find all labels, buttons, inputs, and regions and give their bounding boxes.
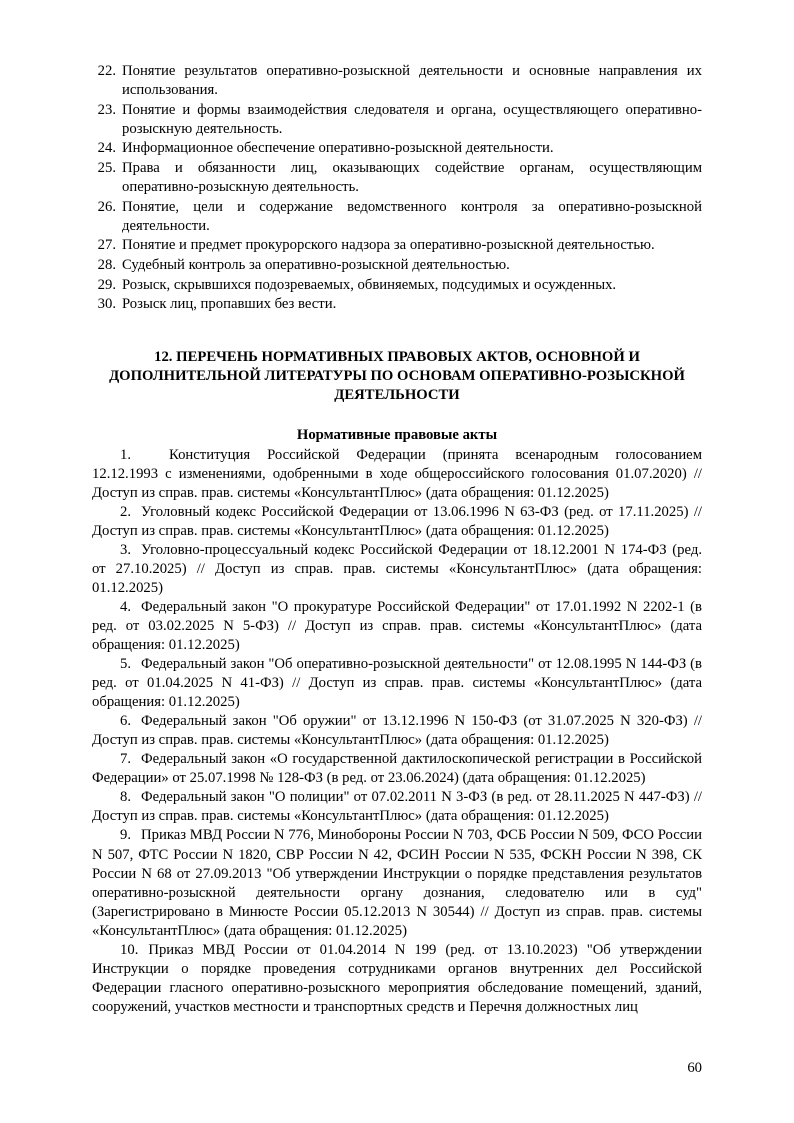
list-item — [92, 712, 702, 750]
list-item-text: Розыск, скрывшихся подозреваемых, обвиняемых, подсудимых и осужденных. — [122, 276, 617, 293]
reference-text: Федеральный закон "О прокуратуре Российской Федерации" от 17.01.1992 N 2202-1 (в ред. от 03.02.2025 N 5-ФЗ) // Доступ из справ. прав. системы «КонсультантПлюс» (дата обращения: 01.12.2025) — [92, 599, 702, 654]
reference-index: 2. — [120, 503, 132, 520]
list-item — [92, 101, 702, 139]
list-item — [92, 159, 702, 197]
list-item-text: Понятие и формы взаимодействия следователя и органа, осуществляющего оперативно-розыскную деятельность. — [122, 101, 702, 137]
list-item-text: Информационное обеспечение оперативно-розыскной деятельности. — [122, 140, 554, 157]
list-item — [92, 503, 702, 541]
reference-index: 7. — [120, 751, 132, 768]
reference-text: Приказ МВД России N 776, Минобороны России N 703, ФСБ России N 509, ФСО России N 507, ФТС России N 1820, СВР России N 42, ФСИН России N 535, ФСКН России N 398, СК России N 68 от 27.09.2013 "Об утверждении Инструкции о порядке представления результатов оперативно-розыскной деятельности органу дознания, следователю или в суд" (Зарегистрировано в Минюсте России 05.12.2013 N 30544) // Доступ из справ. прав. системы «КонсультантПлюс» (дата обращения: 01.12.2025) — [92, 827, 702, 939]
page-number: 60 — [687, 1060, 702, 1076]
reference-text: Уголовно-процессуальный кодекс Российской Федерации от 18.12.2001 N 174-ФЗ (ред. от 27.10.2025) // Доступ из справ. прав. системы «КонсультантПлюс» (дата обращения: 01.12.2025) — [92, 542, 702, 597]
reference-text: Федеральный закон «О государственной дактилоскопической регистрации в Российской Федерации» от 25.07.1998 № 128-ФЗ (в ред. от 23.06.2024) (дата обращения: 01.12.2025) — [92, 751, 702, 787]
list-item — [92, 598, 702, 655]
list-item — [92, 655, 702, 712]
reference-text: Конституция Российской Федерации (принята всенародным голосованием 12.12.1993 с изменениями, одобренными в ходе общероссийского голосования 01.07.2020) // Доступ из справ. прав. системы «КонсультантПлюс» (дата обращения: 01.12.2025) — [92, 446, 702, 501]
reference-text: Федеральный закон "Об оружии" от 13.12.1996 N 150-ФЗ (от 31.07.2025 N 320-ФЗ) // Доступ из справ. прав. системы «КонсультантПлюс» (дата обращения: 01.12.2025) — [92, 713, 702, 749]
list-item — [92, 295, 702, 314]
list-item-number: 27. — [97, 237, 116, 254]
reference-index: 1. — [120, 446, 132, 463]
reference-text: Приказ МВД России от 01.04.2014 N 199 (ред. от 13.10.2023) "Об утверждении Инструкции о порядке проведения сотрудниками органов внутренних дел Российской Федерации гласного оперативно-розыскного мероприятия обследование помещений, зданий, сооружений, участков местности и транспортных средств и Перечня должностных лиц — [92, 941, 702, 1015]
reference-text: Уголовный кодекс Российской Федерации от 13.06.1996 N 63-ФЗ (ред. от 17.11.2025) // Доступ из справ. прав. системы «КонсультантПлюс» (дата обращения: 01.12.2025) — [92, 503, 702, 539]
list-item-text: Понятие, цели и содержание ведомственного контроля за оперативно-розыскной деятельности. — [122, 198, 702, 234]
list-item-text: Понятие результатов оперативно-розыскной деятельности и основные направления их использования. — [122, 63, 702, 99]
list-item — [92, 541, 702, 598]
reference-index: 6. — [120, 713, 132, 730]
list-item-number: 30. — [97, 296, 116, 313]
list-item — [92, 256, 702, 275]
reference-index: 8. — [120, 789, 132, 806]
reference-index: 10. — [120, 941, 139, 958]
list-item — [92, 198, 702, 236]
list-item-number: 26. — [97, 198, 116, 215]
list-item — [92, 62, 702, 100]
list-item-text: Судебный контроль за оперативно-розыскной деятельностью. — [122, 257, 510, 274]
references-list — [92, 446, 702, 1017]
list-item-number: 28. — [97, 257, 116, 274]
list-item-number: 25. — [97, 160, 116, 177]
list-item — [92, 941, 702, 1017]
reference-index: 4. — [120, 599, 132, 616]
list-item — [92, 236, 702, 255]
list-item-text: Права и обязанности лиц, оказывающих содействие органам, осуществляющим оперативно-розыскную деятельность. — [122, 160, 702, 196]
list-item — [92, 446, 702, 503]
reference-index: 9. — [120, 827, 132, 844]
list-item — [92, 276, 702, 295]
list-item-text: Розыск лиц, пропавших без вести. — [122, 296, 337, 313]
list-item-text: Понятие и предмет прокурорского надзора за оперативно-розыскной деятельностью. — [122, 237, 655, 254]
list-item-number: 29. — [97, 276, 116, 293]
reference-index: 3. — [120, 542, 132, 559]
reference-index: 5. — [120, 656, 132, 673]
reference-text: Федеральный закон "Об оперативно-розыскной деятельности" от 12.08.1995 N 144-ФЗ (в ред. от 01.04.2025 N 41-ФЗ) // Доступ из справ. прав. системы «КонсультантПлюс» (дата обращения: 01.12.2025) — [92, 656, 702, 711]
list-item — [92, 826, 702, 940]
list-item-number: 22. — [97, 63, 116, 79]
subsection-title: Нормативные правовые акты — [296, 426, 498, 443]
reference-text: Федеральный закон "О полиции" от 07.02.2011 N 3-ФЗ (в ред. от 28.11.2025 N 447-ФЗ) // Доступ из справ. прав. системы «КонсультантПлюс» (дата обращения: 01.12.2025) — [92, 789, 702, 825]
list-item — [92, 750, 702, 788]
list-item — [92, 139, 702, 158]
exam-questions-list — [92, 62, 702, 314]
list-item-number: 23. — [97, 101, 116, 118]
list-item — [92, 788, 702, 826]
section-title: 12. ПЕРЕЧЕНЬ НОРМАТИВНЫХ ПРАВОВЫХ АКТОВ, ОСНОВНОЙ И ДОПОЛНИТЕЛЬНОЙ ЛИТЕРАТУРЫ ПО ОСНОВАМ ОПЕРАТИВНО-РОЗЫСКНОЙ ДЕЯТЕЛЬНОСТИ — [109, 349, 685, 404]
list-item-number: 24. — [97, 140, 116, 157]
